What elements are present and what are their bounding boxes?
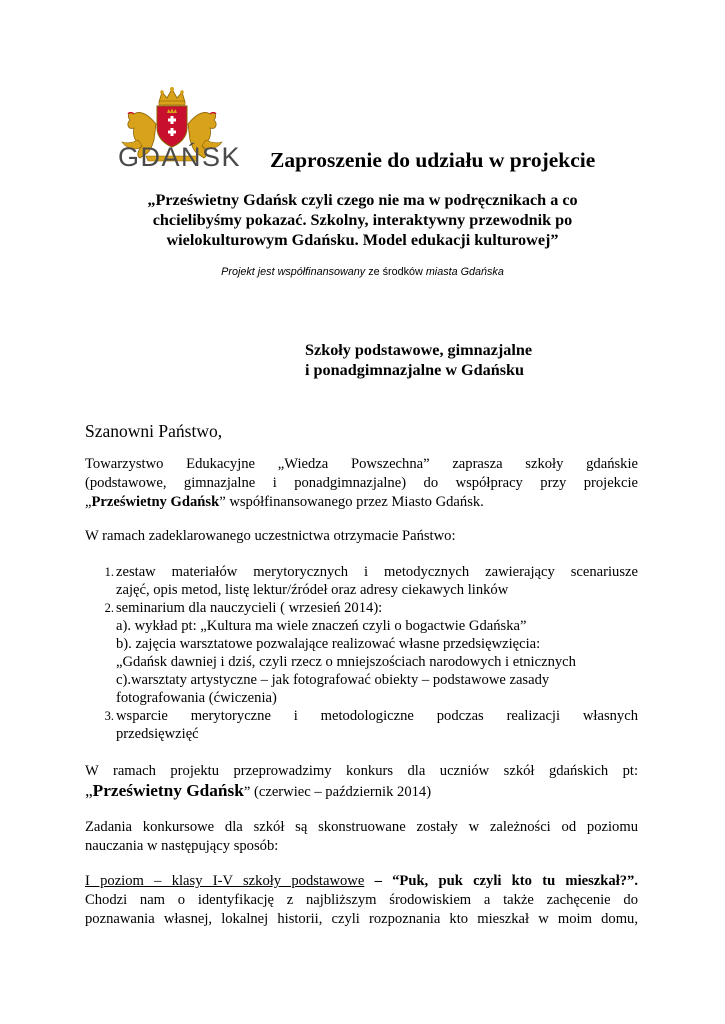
list-item (85, 563, 638, 599)
project-title-line: „Prześwietny Gdańsk czyli czego nie ma w podręcznikach a co (147, 191, 578, 209)
paragraph-line: nauczania w następujący sposób: (85, 838, 279, 854)
list-item (85, 707, 638, 743)
list-line: zajęć, opis metod, listę lektur/źródeł oraz adresy ciekawych linków (116, 582, 509, 598)
level-title: – “Puk, puk czyli kto tu mieszkał?”. (364, 873, 638, 889)
paragraph-line: poznawania własnej, lokalnej historii, czyli rozpoznania kto mieszkał w moim domu, (85, 911, 638, 927)
list-number: 1. (104, 565, 114, 579)
cofund-city: miasta Gdańska (425, 266, 504, 278)
tasks-paragraph (85, 818, 638, 856)
benefits-intro: W ramach zadeklarowanego uczestnictwa otrzymacie Państwo: (85, 528, 456, 544)
cofunding-note (0, 266, 725, 278)
cofund-text-italic: Projekt jest współfinansowany (221, 266, 366, 278)
paragraph-line: Zadania konkursowe dla szkół są skonstruowane zostały w zależności od poziomu (85, 819, 638, 835)
list-item (85, 599, 638, 707)
paragraph-line: Towarzystwo Edukacyjne „Wiedza Powszechna” zaprasza szkoły gdańskie (85, 456, 638, 472)
list-line: a). wykład pt: „Kultura ma wiele znaczeń czyli o bogactwie Gdańska” (116, 618, 527, 634)
addressee-block (305, 340, 532, 380)
project-name: Prześwietny Gdańsk (91, 494, 220, 510)
page-title: Zaproszenie do udziału w projekcie (270, 148, 596, 172)
list-number: 2. (104, 601, 114, 615)
paragraph-text: ” (czerwiec – październik 2014) (243, 784, 432, 800)
project-title-line: wielokulturowym Gdańsku. Model edukacji kulturowej” (166, 231, 559, 249)
list-line: b). zajęcia warsztatowe pozwalające realizować własne przedsięwzięcia: (116, 636, 541, 652)
list-line: c).warsztaty artystyczne – jak fotografować obiekty – podstawowe zasady (116, 672, 550, 688)
paragraph-line: W ramach projektu przeprowadzimy konkurs dla uczniów szkół gdańskich pt: (85, 763, 638, 779)
project-title (95, 190, 630, 250)
intro-paragraph (85, 455, 638, 512)
list-line: przedsięwzięć (116, 726, 199, 742)
list-line: zestaw materiałów merytorycznych i metodycznych zawierający scenariusze (116, 564, 638, 580)
contest-paragraph (85, 762, 638, 802)
contest-name: Prześwietny Gdańsk (92, 781, 244, 800)
addressee-line: Szkoły podstawowe, gimnazjalne (305, 341, 533, 359)
greeting: Szanowni Państwo, (85, 421, 223, 441)
list-number: 3. (104, 709, 114, 723)
quote-open: „ (85, 494, 92, 510)
quote-open: „ (85, 781, 93, 800)
paragraph-text: ” współfinansowanego przez Miasto Gdańsk. (219, 494, 484, 510)
list-line: wsparcie merytoryczne i metodologiczne podczas realizacji własnych (116, 708, 638, 724)
project-title-line: chcielibyśmy pokazać. Szkolny, interaktywny przewodnik po (152, 211, 573, 229)
paragraph-line (85, 494, 484, 510)
shield-icon (157, 106, 187, 147)
paragraph-line: Chodzi nam o identyfikację z najbliższym środowiskiem a także zachęcenie do (85, 892, 638, 908)
addressee-line: i ponadgimnazjalne w Gdańsku (305, 361, 525, 379)
benefits-list (85, 563, 638, 743)
logo-wordmark: GDAŃSK (118, 142, 242, 172)
level-heading: I poziom – klasy I-V szkoły podstawowe (85, 873, 365, 889)
list-line: seminarium dla nauczycieli ( wrzesień 2014): (116, 600, 383, 616)
crown-icon (159, 87, 185, 105)
paragraph-line (85, 872, 638, 891)
list-line: fotografowania (ćwiczenia) (116, 690, 277, 706)
list-line: „Gdańsk dawniej i dziś, czyli rzecz o mniejszościach narodowych i etnicznych (116, 654, 576, 670)
paragraph-line: (podstawowe, gimnazjalne i ponadgimnazjalne) do współpracy przy projekcie (85, 475, 638, 491)
cofund-text: ze środków (365, 266, 426, 278)
level-one-paragraph (85, 872, 638, 929)
paragraph-line (85, 781, 432, 800)
